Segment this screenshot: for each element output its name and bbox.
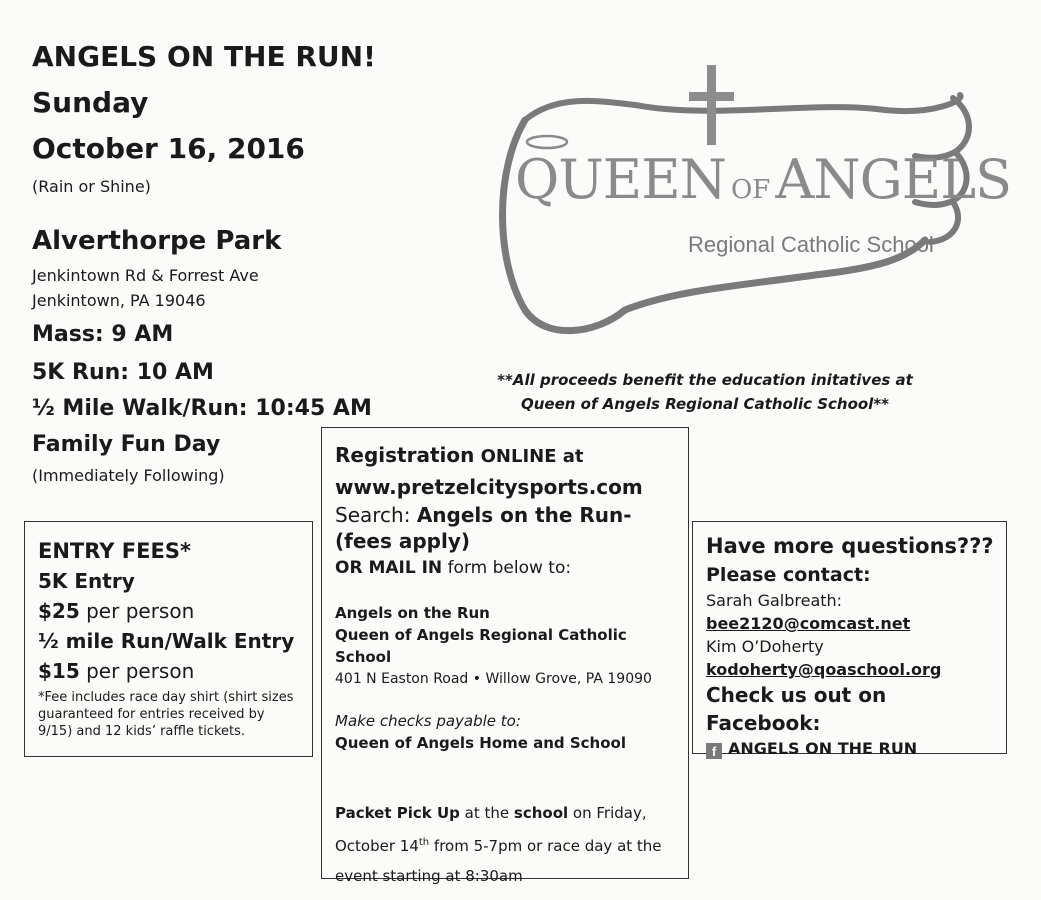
checks-payee: Queen of Angels Home and School xyxy=(335,734,626,752)
packet-pickup xyxy=(335,798,674,891)
run-time: 5K Run: 10 AM xyxy=(32,360,214,385)
pickup-date: October 14 xyxy=(335,837,419,855)
registration-website-link[interactable]: www.pretzelcitysports.com xyxy=(335,475,643,499)
mail-in-rest: form below to: xyxy=(442,558,572,578)
mail-org-line2: Queen of Angels Regional Catholic School xyxy=(335,626,627,666)
fee-5k-per-person: per person xyxy=(79,599,195,623)
fee-half-label: ½ mile Run/Walk Entry xyxy=(38,629,295,653)
fee-half-amount: $15 xyxy=(38,659,80,683)
logo-school-name xyxy=(515,148,1011,211)
family-fun-day: Family Fun Day xyxy=(32,432,221,457)
proceeds-note xyxy=(440,368,970,416)
fee-5k-amount: $25 xyxy=(38,599,80,623)
contact1-name: Sarah Galbreath: xyxy=(706,591,843,610)
pickup-line3: event starting at 8:30am xyxy=(335,867,523,885)
facebook-page-name: ANGELS ON THE RUN xyxy=(728,739,918,758)
walk-time: ½ Mile Walk/Run: 10:45 AM xyxy=(32,396,372,421)
fee-half-per-person: per person xyxy=(79,659,195,683)
pickup-mid: at the xyxy=(459,804,514,822)
venue-address-line1: Jenkintown Rd & Forrest Ave xyxy=(32,266,259,285)
checks-label: Make checks payable to: xyxy=(335,712,521,730)
logo-name-part2: OF xyxy=(730,175,771,205)
pickup-date-suffix: th xyxy=(418,837,430,848)
event-header xyxy=(32,40,376,166)
fee-half-price xyxy=(38,656,300,686)
mail-org-address: 401 N Easton Road • Willow Grove, PA 19090 xyxy=(335,671,652,687)
logo-name-part3: ANGELS xyxy=(775,148,1012,211)
venue-address-line2: Jenkintown, PA 19046 xyxy=(32,291,206,310)
entry-fees-box xyxy=(24,521,313,757)
facebook-page-link[interactable] xyxy=(706,737,994,760)
fees-title: ENTRY FEES* xyxy=(38,539,191,563)
questions-title: Have more questions??? xyxy=(706,534,994,558)
registration-online xyxy=(335,440,674,472)
school-logo xyxy=(485,60,1012,350)
mass-time: Mass: 9 AM xyxy=(32,322,174,347)
pickup-school: school xyxy=(513,804,569,822)
search-term: Angels on the Run- (fees apply) xyxy=(335,503,632,553)
event-venue: Alverthorpe Park xyxy=(32,226,282,256)
facebook-label: Check us out on Facebook: xyxy=(706,683,887,735)
mail-org-line1: Angels on the Run xyxy=(335,604,490,622)
fee-5k-label: 5K Entry xyxy=(38,569,135,593)
proceeds-line1: **All proceeds benefit the education initatives at xyxy=(497,371,913,389)
family-fun-day-note: (Immediately Following) xyxy=(32,466,225,485)
registration-search xyxy=(335,502,674,554)
facebook-icon: f xyxy=(706,743,722,759)
contact-label: Please contact: xyxy=(706,564,871,586)
event-day: Sunday xyxy=(32,86,149,119)
pickup-label: Packet Pick Up xyxy=(335,804,460,822)
event-date: October 16, 2016 xyxy=(32,132,305,165)
registration-label: Registration xyxy=(335,443,475,467)
contact1-email-link[interactable]: bee2120@comcast.net xyxy=(706,614,911,633)
questions-box xyxy=(692,521,1007,759)
pickup-time: from 5-7pm or race day at the xyxy=(429,837,662,855)
logo-name-part1: QUEEN xyxy=(515,148,726,211)
registration-online-label: ONLINE at xyxy=(474,446,584,467)
mail-in-label: OR MAIL IN xyxy=(335,558,443,578)
fees-footnote: *Fee includes race day shirt (shirt sizes guaranteed for entries received by 9/15) and 12 kids’ raffle tickets. xyxy=(38,690,294,739)
registration-box xyxy=(321,427,689,885)
event-title: ANGELS ON THE RUN! xyxy=(32,40,376,73)
contact2-email-link[interactable]: kodoherty@qoaschool.org xyxy=(706,660,942,679)
contact2-name: Kim O’Doherty xyxy=(706,637,824,656)
fee-5k-price xyxy=(38,596,300,626)
logo-subtitle: Regional Catholic School xyxy=(688,232,934,257)
registration-mail xyxy=(335,554,674,582)
event-weather: (Rain or Shine) xyxy=(32,177,151,196)
pickup-rest1: on Friday, xyxy=(568,804,647,822)
proceeds-line2: Queen of Angels Regional Catholic School** xyxy=(520,395,890,413)
search-label: Search: xyxy=(335,503,417,527)
